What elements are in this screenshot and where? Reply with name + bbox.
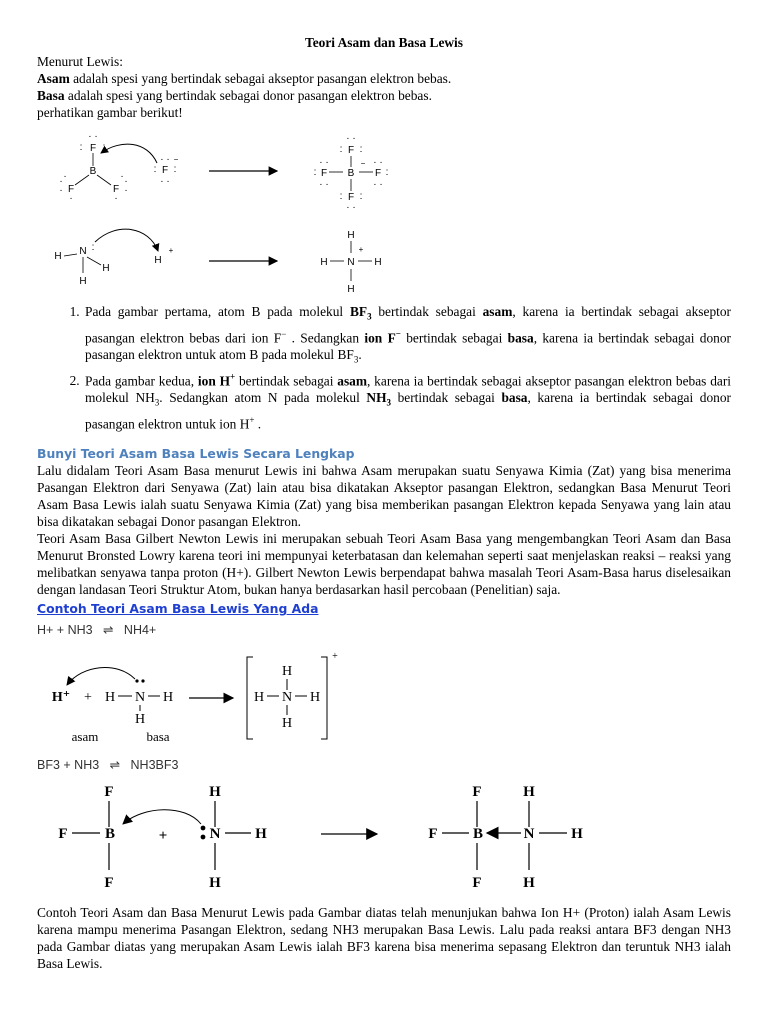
- bf3-b-atom: B: [89, 166, 97, 177]
- svg-text::: :: [173, 164, 177, 175]
- svg-text:−: −: [360, 159, 366, 168]
- svg-text:· ·: · ·: [373, 179, 383, 190]
- svg-text:H: H: [523, 875, 535, 892]
- svg-text:H: H: [209, 875, 221, 892]
- svg-text:·: ·: [59, 185, 63, 196]
- svg-text:B: B: [472, 826, 484, 843]
- svg-text:+: +: [158, 828, 168, 845]
- svg-text:F: F: [472, 875, 482, 892]
- svg-text:H: H: [281, 716, 293, 732]
- fluoride-ion: F: [161, 165, 169, 176]
- svg-text:·: ·: [114, 193, 118, 204]
- svg-text:H: H: [571, 826, 583, 843]
- basa-label: basa: [146, 729, 170, 745]
- svg-text::: :: [359, 191, 363, 202]
- bf3-f-left: F: [67, 184, 75, 195]
- section1-paragraph-2: Teori Asam Basa Gilbert Newton Lewis ini merupakan sebuah Teori Asam Basa yang mengembangkan Teori Asam dan Basa Menurut Bronsted Lowry karena teori ini mempunyai keterbatasan dan kelemahan seperti saat menjelaskan reaksi – reaksi yang melibatkan senyawa tanpa proton (H+). Gilbert Newton Lewis berpendapat bahwa masalah Teori Asam-Basa harus diselesaikan dengan landasan Teori Struktur Atom, bukan hanya berdasarkan hasil percobaan (Penelitian) saja.: [37, 531, 731, 598]
- nh4-h-bottom: H: [347, 284, 355, 295]
- nh3-n: N: [134, 690, 146, 706]
- svg-text:F: F: [428, 826, 438, 843]
- bf4-b-atom: B: [347, 168, 355, 179]
- bf4-f-bottom: F: [347, 192, 355, 203]
- svg-text::: :: [339, 191, 343, 202]
- asam-term: Asam: [37, 71, 70, 86]
- svg-text:· ·: · ·: [160, 154, 170, 165]
- list-item: 1. Pada gambar pertama, atom B pada molekul $BF_3$ bertindak sebagai asam, karena ia bertindak sebagai akseptor pasangan elektron bebas dari ion F− . Sedangkan ion F− bertindak sebagai basa, karena ia bertindak sebagai donor pasangan elektron untuk atom B pada molekul $BF_3$.: [83, 303, 731, 369]
- svg-text:·: ·: [124, 176, 128, 187]
- svg-text::: :: [79, 142, 83, 153]
- svg-text:N: N: [523, 826, 535, 843]
- nh3-h-bottom: H: [134, 712, 146, 728]
- svg-text::: :: [385, 167, 389, 178]
- svg-text:H: H: [281, 664, 293, 680]
- svg-text:·: ·: [59, 176, 63, 187]
- svg-text:H: H: [209, 784, 221, 801]
- nh3-h-left: H: [104, 690, 116, 706]
- document-page: [37, 34, 731, 972]
- svg-text:+: +: [168, 246, 174, 255]
- nh4-h-right: H: [374, 257, 382, 268]
- nh3-h-right: H: [162, 690, 174, 706]
- asam-definition: [37, 70, 731, 87]
- intro-line: Menurut Lewis:: [37, 54, 123, 69]
- ammonium-charge: +: [332, 651, 338, 663]
- asam-def-text: adalah spesi yang bertindak sebagai akseptor pasangan elektron bebas.: [69, 71, 452, 86]
- svg-text:−: −: [173, 155, 179, 164]
- svg-text:F: F: [58, 826, 68, 843]
- figure-h-nh3: [37, 641, 731, 747]
- svg-text:·: ·: [69, 193, 73, 204]
- bf3-f-top: F: [89, 143, 97, 154]
- equation-2: BF3 + NH3 ⇌ NH3BF3: [37, 758, 179, 773]
- proton: H: [154, 255, 162, 266]
- basa-term: Basa: [37, 88, 65, 103]
- svg-text:· ·: · ·: [319, 179, 329, 190]
- explanation-list: [37, 303, 731, 432]
- basa-def-text: adalah spesi yang bertindak sebagai donor pasangan elektron bebas.: [64, 88, 432, 103]
- list-item: 2. Pada gambar kedua, ion H+ bertindak sebagai asam, karena ia bertindak sebagai akseptor pasangan elektron bebas dari molekul $NH_3$. Sedangkan atom N pada molekul $NH_3$ bertindak sebagai basa, karena ia bertindak sebagai donor pasangan elektron untuk ion H+ .: [83, 369, 731, 433]
- svg-text:· ·: · ·: [160, 176, 170, 187]
- bf3-f-right: F: [112, 184, 120, 195]
- nh4-n-atom: N: [347, 257, 355, 268]
- nh3-n: N: [209, 826, 221, 843]
- svg-text:F: F: [472, 784, 482, 801]
- nh3-h-right: H: [102, 263, 110, 274]
- svg-text::: :: [339, 144, 343, 155]
- svg-text:F: F: [104, 784, 114, 801]
- basa-definition: [37, 87, 731, 104]
- svg-text:· ·: · ·: [346, 133, 356, 144]
- bf3-b: B: [104, 826, 116, 843]
- section2-paragraph: Contoh Teori Asam dan Basa Menurut Lewis pada Gambar diatas telah menunjukan bahwa Ion H+ (Proton) ialah Asam Lewis karena mampu menerima Pasangan Elektron, sedang NH3 merupakan Basa Lewis. Lalu pada reaksi antara BF3 dengan NH3 pada Gambar diatas yang merupakan Asam Lewis ialah BF3 karena bisa menerima sepasang Elektron dan teruntuk NH3 ialah Basa Lewis.: [37, 905, 731, 972]
- nh4-h-top: H: [347, 230, 355, 241]
- svg-text:N: N: [281, 690, 293, 706]
- svg-text:·: ·: [120, 171, 124, 182]
- section1-paragraph-1: Lalu didalam Teori Asam Basa menurut Lewis ini bahwa Asam merupakan suatu Senyawa Kimia (Zat) yang bisa menerima Pasangan Elektron dari Senyawa (Zat) lain atau bisa dikatakan Akseptor pasangan Elektron, sedangkan Basa Menurut Teori Asam Basa Lewis ialah suatu Senyawa Kimia (Zat) yang bisa memberikan pasangan Elektron kepada Senyawa yang lain atau bisa dikatakan sebagai Donor pasangan Elektron.: [37, 463, 731, 530]
- svg-text:H: H: [255, 826, 267, 843]
- asam-label: asam: [71, 729, 99, 745]
- equation-1: H+ + NH3 ⇌ NH4+: [37, 623, 157, 638]
- svg-text:· ·: · ·: [88, 131, 98, 142]
- svg-text:· ·: · ·: [319, 157, 329, 168]
- svg-text:H: H: [253, 690, 265, 706]
- section-heading-contoh[interactable]: Contoh Teori Asam Basa Lewis Yang Ada: [37, 601, 319, 617]
- nh4-h-left: H: [320, 257, 328, 268]
- svg-text:F: F: [104, 875, 114, 892]
- svg-text:H: H: [309, 690, 321, 706]
- nh3-h-left: H: [54, 251, 62, 262]
- section-heading-bunyi: Bunyi Teori Asam Basa Lewis Secara Lengkap: [37, 446, 355, 462]
- nh3-n-atom: N: [79, 246, 87, 257]
- intro-instruction: perhatikan gambar berikut!: [37, 105, 183, 120]
- bf4-f-right: F: [374, 168, 382, 179]
- svg-text::: :: [359, 144, 363, 155]
- bf4-f-left: F: [320, 168, 328, 179]
- figure-bf3-nh3: [37, 780, 731, 898]
- plus-sign: +: [84, 690, 92, 706]
- svg-text::: :: [102, 142, 106, 153]
- proton-label: H⁺: [51, 690, 71, 706]
- svg-text::: :: [91, 242, 95, 253]
- svg-text:· ·: · ·: [373, 157, 383, 168]
- svg-text:· ·: · ·: [346, 202, 356, 213]
- svg-text:H: H: [523, 784, 535, 801]
- bf4-f-top: F: [347, 145, 355, 156]
- svg-text:·: ·: [124, 185, 128, 196]
- page-title: Teori Asam dan Basa Lewis: [305, 35, 463, 50]
- svg-text::: :: [313, 167, 317, 178]
- nh3-h-bottom: H: [79, 276, 87, 287]
- svg-text:·: ·: [63, 171, 67, 182]
- svg-text::: :: [153, 164, 157, 175]
- figure-lewis-sketch: [37, 129, 731, 301]
- svg-text:+: +: [358, 245, 364, 254]
